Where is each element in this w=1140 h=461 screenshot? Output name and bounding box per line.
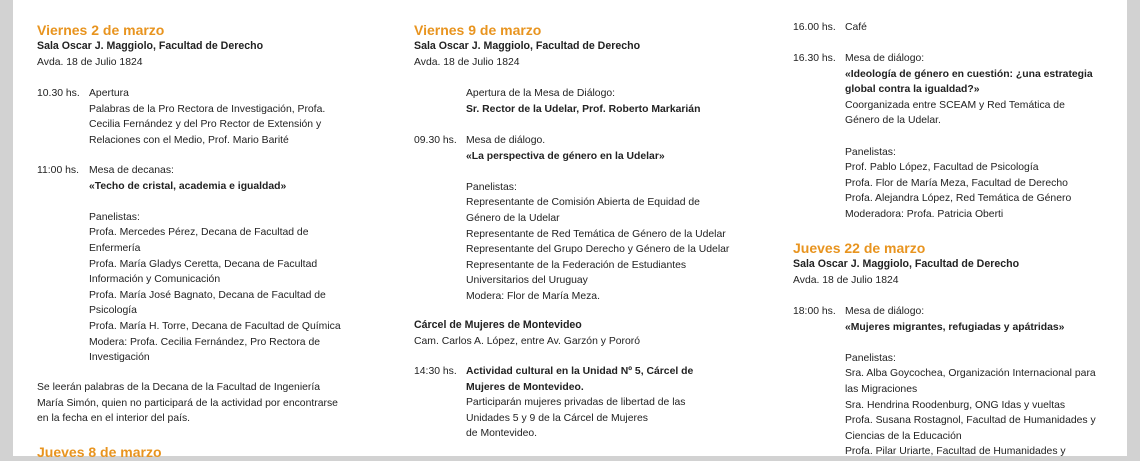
panelist-line: Universitarios del Uruguay [466, 275, 588, 287]
panel-label: Panelistas: [845, 146, 896, 158]
note-line: Se leerán palabras de la Decana de la Facultad de Ingeniería [37, 382, 321, 393]
entry-time: 11:00 hs. [37, 165, 79, 176]
day-heading: Jueves 22 de marzo [793, 240, 926, 256]
panel-label: Panelistas: [845, 352, 896, 364]
schedule-entry [793, 304, 1123, 460]
entry-line: Mesa de decanas: [89, 165, 174, 176]
entry-line: Café [845, 22, 867, 33]
entry-line: Mesa de diálogo. [466, 135, 546, 146]
panelist-line: Investigación [89, 352, 150, 364]
schedule-entry [37, 86, 377, 148]
venue: Sala Oscar J. Maggiolo, Facultad de Derecho [414, 40, 641, 52]
panelist-line: Profa. Susana Rostagnol, Facultad de Humanidades y [845, 415, 1096, 427]
entry-line: Participarán mujeres privadas de libertad de las [466, 397, 686, 409]
schedule-entry [414, 133, 754, 305]
session-title: «Techo de cristal, academia e igualdad» [89, 180, 287, 192]
panelist-line: Información y Comunicación [89, 274, 221, 286]
entry-line: Coorganizada entre SCEAM y Red Temática de [845, 99, 1065, 111]
venue: Sala Oscar J. Maggiolo, Facultad de Derecho [793, 258, 1020, 270]
panelist-line: Profa. Flor de María Meza, Facultad de Derecho [845, 177, 1068, 189]
address: Avda. 18 de Julio 1824 [793, 274, 899, 286]
entry-time: 09.30 hs. [414, 135, 457, 146]
entry-time: 16.00 hs. [793, 22, 836, 33]
schedule-entry [793, 20, 1123, 36]
entry-time: 10.30 hs. [37, 88, 80, 99]
entry-time: 16.30 hs. [793, 53, 836, 64]
panelist-line: Sra. Alba Goycochea, Organización Internacional para [845, 368, 1096, 380]
address: Cam. Carlos A. López, entre Av. Garzón y Pororó [414, 335, 641, 347]
address: Avda. 18 de Julio 1824 [414, 56, 520, 68]
panelist-line: Sra. Hendrina Roodenburg, ONG Idas y vueltas [845, 399, 1066, 411]
panelist-line: Profa. Mercedes Pérez, Decana de Facultad de [89, 227, 309, 239]
panelist-line: Psicología [89, 305, 137, 317]
panelist-line: Prof. Pablo López, Facultad de Psicología [845, 162, 1039, 174]
session-title: Mujeres de Montevideo. [466, 381, 584, 393]
panelist-line: Profa. María José Bagnato, Decana de Facultad de [89, 289, 326, 301]
schedule-entry [37, 163, 377, 366]
opening-name: Sr. Rector de la Udelar, Prof. Roberto Markarián [466, 103, 701, 115]
schedule-entry [414, 364, 754, 442]
address: Avda. 18 de Julio 1824 [37, 56, 143, 68]
panelist-line: Modera: Flor de María Meza. [466, 290, 600, 302]
panelist-line: Representante de Red Temática de Género de la Udelar [466, 228, 726, 240]
entry-line: Género de la Udelar. [845, 115, 941, 127]
venue: Sala Oscar J. Maggiolo, Facultad de Derecho [37, 40, 264, 52]
panelist-line: Moderadora: Profa. Patricia Oberti [845, 208, 1004, 220]
panelist-line: Representante del Grupo Derecho y Género de la Udelar [466, 244, 730, 256]
panelist-line: Representante de la Federación de Estudiantes [466, 259, 687, 271]
session-title: «Mujeres migrantes, refugiadas y apátridas» [845, 321, 1065, 333]
panelist-line: Ciencias de la Educación [845, 430, 962, 442]
opening-line: Apertura de la Mesa de Diálogo: [466, 88, 616, 99]
note-line: María Simón, quien no participará de la actividad por encontrarse [37, 397, 338, 409]
panelist-line: las Migraciones [845, 383, 918, 395]
panelist-line: Representante de Comisión Abierta de Equidad de [466, 197, 700, 209]
top-line [845, 0, 1125, 4]
panelist-line: Profa. María H. Torre, Decana de Facultad de Química [89, 320, 341, 332]
entry-time: 18:00 hs. [793, 306, 836, 317]
entry-line: Mesa de diálogo: [845, 53, 925, 64]
program-page [13, 0, 1127, 460]
schedule-entry [793, 51, 1123, 223]
panelist-line: Modera: Profa. Cecilia Fernández, Pro Rectora de [89, 336, 321, 348]
panelist-line: Profa. Alejandra López, Red Temática de Género [845, 193, 1072, 205]
day-heading: Viernes 9 de marzo [414, 22, 542, 38]
opening [466, 86, 756, 117]
entry-line: Relaciones con el Medio, Prof. Mario Barité [89, 134, 289, 146]
panel-label: Panelistas: [89, 211, 140, 223]
entry-line: Apertura [89, 88, 129, 99]
session-title: «Ideología de género en cuestión: ¿una estrategia [845, 68, 1093, 80]
panelist-line: Género de la Udelar [466, 212, 560, 224]
entry-line: Cecilia Fernández y del Pro Rector de Extensión y [89, 119, 322, 131]
session-title: «La perspectiva de género en la Udelar» [466, 150, 665, 162]
day-heading: Jueves 8 de marzo [37, 444, 162, 460]
entry-line: de Montevideo. [466, 428, 538, 440]
entry-line: Mesa de diálogo: [845, 306, 925, 317]
venue: Cárcel de Mujeres de Montevideo [414, 319, 582, 331]
session-title: Actividad cultural en la Unidad Nº 5, Cárcel de [466, 366, 694, 377]
note [37, 380, 377, 427]
panelist-line: Profa. Pilar Uriarte, Facultad de Humanidades y [845, 446, 1066, 458]
day-heading: Viernes 2 de marzo [37, 22, 165, 38]
panel-label: Panelistas: [466, 181, 517, 193]
panelist-line: Profa. María Gladys Ceretta, Decana de Facultad [89, 258, 318, 270]
entry-line: Palabras de la Pro Rectora de Investigación, Profa. [89, 103, 326, 115]
note-line: en la fecha en el interior del país. [37, 413, 191, 425]
entry-line: Unidades 5 y 9 de la Cárcel de Mujeres [466, 412, 648, 424]
entry-time: 14:30 hs. [414, 366, 457, 377]
panelist-line: Enfermería [89, 242, 141, 254]
session-title: global contra la igualdad?» [845, 84, 980, 96]
